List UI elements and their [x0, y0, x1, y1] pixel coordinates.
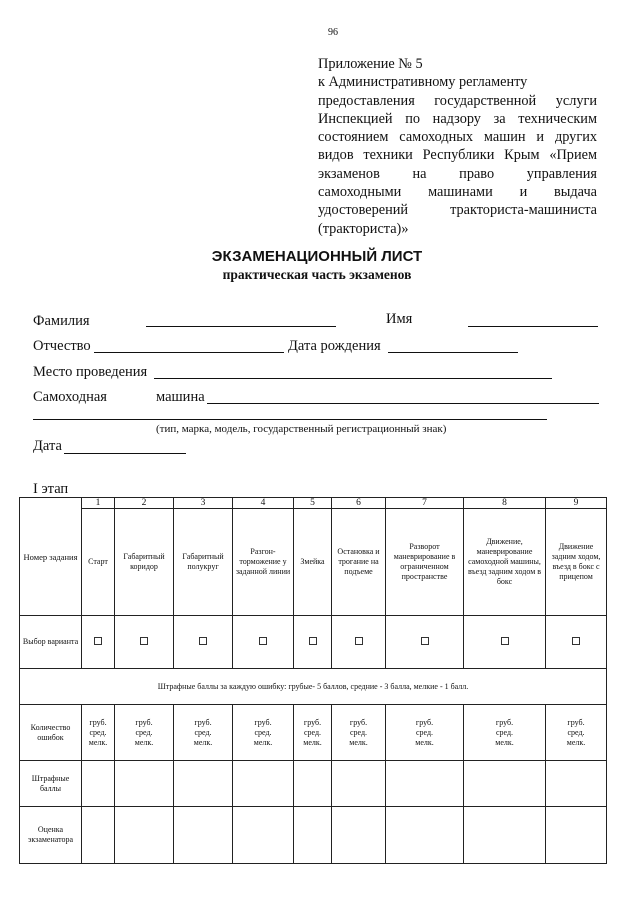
task-name: Змейка: [294, 509, 332, 616]
error-medium: сред.: [567, 727, 585, 737]
variant-cell: [82, 616, 115, 669]
page-number: 96: [328, 27, 338, 38]
error-medium: сред.: [415, 727, 434, 737]
errors-label: Количество ошибок: [20, 705, 82, 761]
variant-cell: [386, 616, 464, 669]
variant-row: [20, 616, 607, 669]
penalty-cell[interactable]: [174, 761, 233, 807]
variant-checkbox[interactable]: [199, 637, 207, 645]
machine-note: (тип, марка, модель, государственный регистрационный знак): [156, 423, 447, 435]
task-name: Остановка и трогание на подъеме: [332, 509, 386, 616]
error-minor: мелк.: [88, 737, 108, 747]
birth-date-label: Дата рождения: [288, 338, 381, 354]
error-grave: груб.: [254, 717, 272, 727]
evaluation-cell[interactable]: [332, 807, 386, 864]
name-field[interactable]: [468, 326, 598, 327]
exam-table: [19, 497, 607, 864]
appendix-line: удостоверений тракториста-машиниста: [318, 202, 597, 219]
error-grave: груб.: [89, 717, 107, 727]
appendix-line: Приложение № 5: [318, 56, 423, 72]
place-field[interactable]: [154, 378, 552, 379]
error-minor: мелк.: [566, 737, 586, 747]
penalty-note-row: [20, 669, 607, 705]
evaluation-label: Оценка экзаменатора: [20, 807, 82, 864]
evaluation-cell[interactable]: [233, 807, 294, 864]
error-grave: груб.: [495, 717, 514, 727]
task-name: Разгон-торможение у заданной линии: [233, 509, 294, 616]
task-name: Габаритный коридор: [115, 509, 174, 616]
task-name: Разворот маневрирование в ограниченном пространстве: [386, 509, 464, 616]
penalty-cell[interactable]: [115, 761, 174, 807]
variant-checkbox[interactable]: [259, 637, 267, 645]
evaluation-cell[interactable]: [174, 807, 233, 864]
errors-cell[interactable]: [115, 705, 174, 761]
error-minor: мелк.: [193, 737, 213, 747]
variant-checkbox[interactable]: [572, 637, 580, 645]
variant-checkbox[interactable]: [355, 637, 363, 645]
variant-cell: [174, 616, 233, 669]
penalty-cell[interactable]: [464, 761, 546, 807]
variant-cell: [294, 616, 332, 669]
variant-checkbox[interactable]: [421, 637, 429, 645]
errors-cell[interactable]: [82, 705, 115, 761]
evaluation-row: [20, 807, 607, 864]
penalty-cell[interactable]: [294, 761, 332, 807]
task-name: Габаритный полукруг: [174, 509, 233, 616]
appendix-line: предоставления государственной услуги: [318, 92, 597, 109]
penalty-cell[interactable]: [233, 761, 294, 807]
variant-cell: [464, 616, 546, 669]
error-minor: мелк.: [495, 737, 514, 747]
document-title: ЭКЗАМЕНАЦИОННЫЙ ЛИСТ: [211, 248, 423, 265]
date-field[interactable]: [64, 453, 186, 454]
penalty-cell[interactable]: [332, 761, 386, 807]
error-grave: груб.: [135, 717, 153, 727]
error-grave: груб.: [194, 717, 212, 727]
appendix-line: экзаменов на право управления: [318, 165, 597, 182]
errors-cell[interactable]: [294, 705, 332, 761]
patronymic-field[interactable]: [94, 352, 284, 353]
column-numbers-row: [20, 498, 607, 509]
penalty-label: Штрафные баллы: [20, 761, 82, 807]
variant-checkbox[interactable]: [140, 637, 148, 645]
error-minor: мелк.: [303, 737, 322, 747]
machine-label-2: машина: [156, 389, 205, 405]
machine-label-1: Самоходная: [33, 389, 107, 405]
task-number-header: Номер задания: [20, 498, 82, 616]
errors-cell[interactable]: [464, 705, 546, 761]
errors-cell[interactable]: [332, 705, 386, 761]
date-label: Дата: [33, 438, 62, 454]
birth-date-field[interactable]: [388, 352, 518, 353]
error-grave: груб.: [349, 717, 368, 727]
errors-row: [20, 705, 607, 761]
error-minor: мелк.: [349, 737, 368, 747]
penalty-cell[interactable]: [386, 761, 464, 807]
penalty-cell[interactable]: [546, 761, 607, 807]
column-number: 2: [115, 498, 174, 509]
variant-cell: [115, 616, 174, 669]
place-label: Место проведения: [33, 364, 148, 380]
document-subtitle: практическая часть экзаменов: [222, 267, 412, 282]
patronymic-label: Отчество: [33, 338, 91, 354]
penalty-cell[interactable]: [82, 761, 115, 807]
appendix-line: (тракториста)»: [318, 220, 409, 237]
column-number: 8: [464, 498, 546, 509]
error-medium: сред.: [254, 727, 272, 737]
appendix-line: к Административному регламенту: [318, 74, 528, 91]
error-medium: сред.: [135, 727, 153, 737]
machine-field-line-2[interactable]: [33, 419, 547, 420]
task-name: Движение, маневрирование самоходной машины, въезд задним ходом в бокс: [464, 509, 546, 616]
error-minor: мелк.: [415, 737, 434, 747]
errors-cell[interactable]: [386, 705, 464, 761]
column-number: 9: [546, 498, 607, 509]
error-medium: сред.: [303, 727, 322, 737]
stage-label: I этап: [33, 481, 69, 497]
error-grave: груб.: [567, 717, 585, 727]
appendix-line: состоянием самоходных машин и других: [318, 129, 597, 146]
variant-checkbox[interactable]: [309, 637, 317, 645]
error-grave: груб.: [303, 717, 322, 727]
machine-field[interactable]: [207, 403, 599, 404]
error-minor: мелк.: [134, 737, 154, 747]
error-medium: сред.: [89, 727, 107, 737]
variant-label: Выбор варианта: [20, 616, 82, 669]
errors-cell[interactable]: [233, 705, 294, 761]
task-name: Движение задним ходом, въезд в бокс с прицепом: [546, 509, 607, 616]
appendix-line: видов техники Республики Крым «Прием: [318, 147, 597, 164]
errors-cell[interactable]: [546, 705, 607, 761]
penalty-row: [20, 761, 607, 807]
evaluation-cell[interactable]: [115, 807, 174, 864]
column-number: 4: [233, 498, 294, 509]
column-number: 5: [294, 498, 332, 509]
appendix-line: самоходными машинами и выдача: [318, 184, 597, 201]
evaluation-cell[interactable]: [386, 807, 464, 864]
penalty-note: Штрафные баллы за каждую ошибку: грубые- 5 баллов, средние - 3 балла, мелкие - 1 балл.: [20, 669, 607, 705]
surname-field[interactable]: [146, 326, 336, 327]
variant-checkbox[interactable]: [94, 637, 102, 645]
error-minor: мелк.: [253, 737, 273, 747]
column-number: 3: [174, 498, 233, 509]
evaluation-cell[interactable]: [546, 807, 607, 864]
task-name: Старт: [82, 509, 115, 616]
appendix-header: [318, 55, 597, 238]
column-number: 6: [332, 498, 386, 509]
evaluation-cell[interactable]: [82, 807, 115, 864]
variant-cell: [332, 616, 386, 669]
variant-cell: [233, 616, 294, 669]
evaluation-cell[interactable]: [294, 807, 332, 864]
error-medium: сред.: [349, 727, 368, 737]
variant-checkbox[interactable]: [501, 637, 509, 645]
surname-label: Фамилия: [33, 313, 90, 329]
error-medium: сред.: [495, 727, 514, 737]
evaluation-cell[interactable]: [464, 807, 546, 864]
column-number: 7: [386, 498, 464, 509]
name-label: Имя: [386, 311, 413, 327]
error-grave: груб.: [415, 717, 434, 727]
error-medium: сред.: [194, 727, 212, 737]
column-number: 1: [82, 498, 115, 509]
errors-cell[interactable]: [174, 705, 233, 761]
task-names-row: [20, 509, 607, 616]
variant-cell: [546, 616, 607, 669]
appendix-line: Инспекцией по надзору за техническим: [318, 110, 597, 127]
